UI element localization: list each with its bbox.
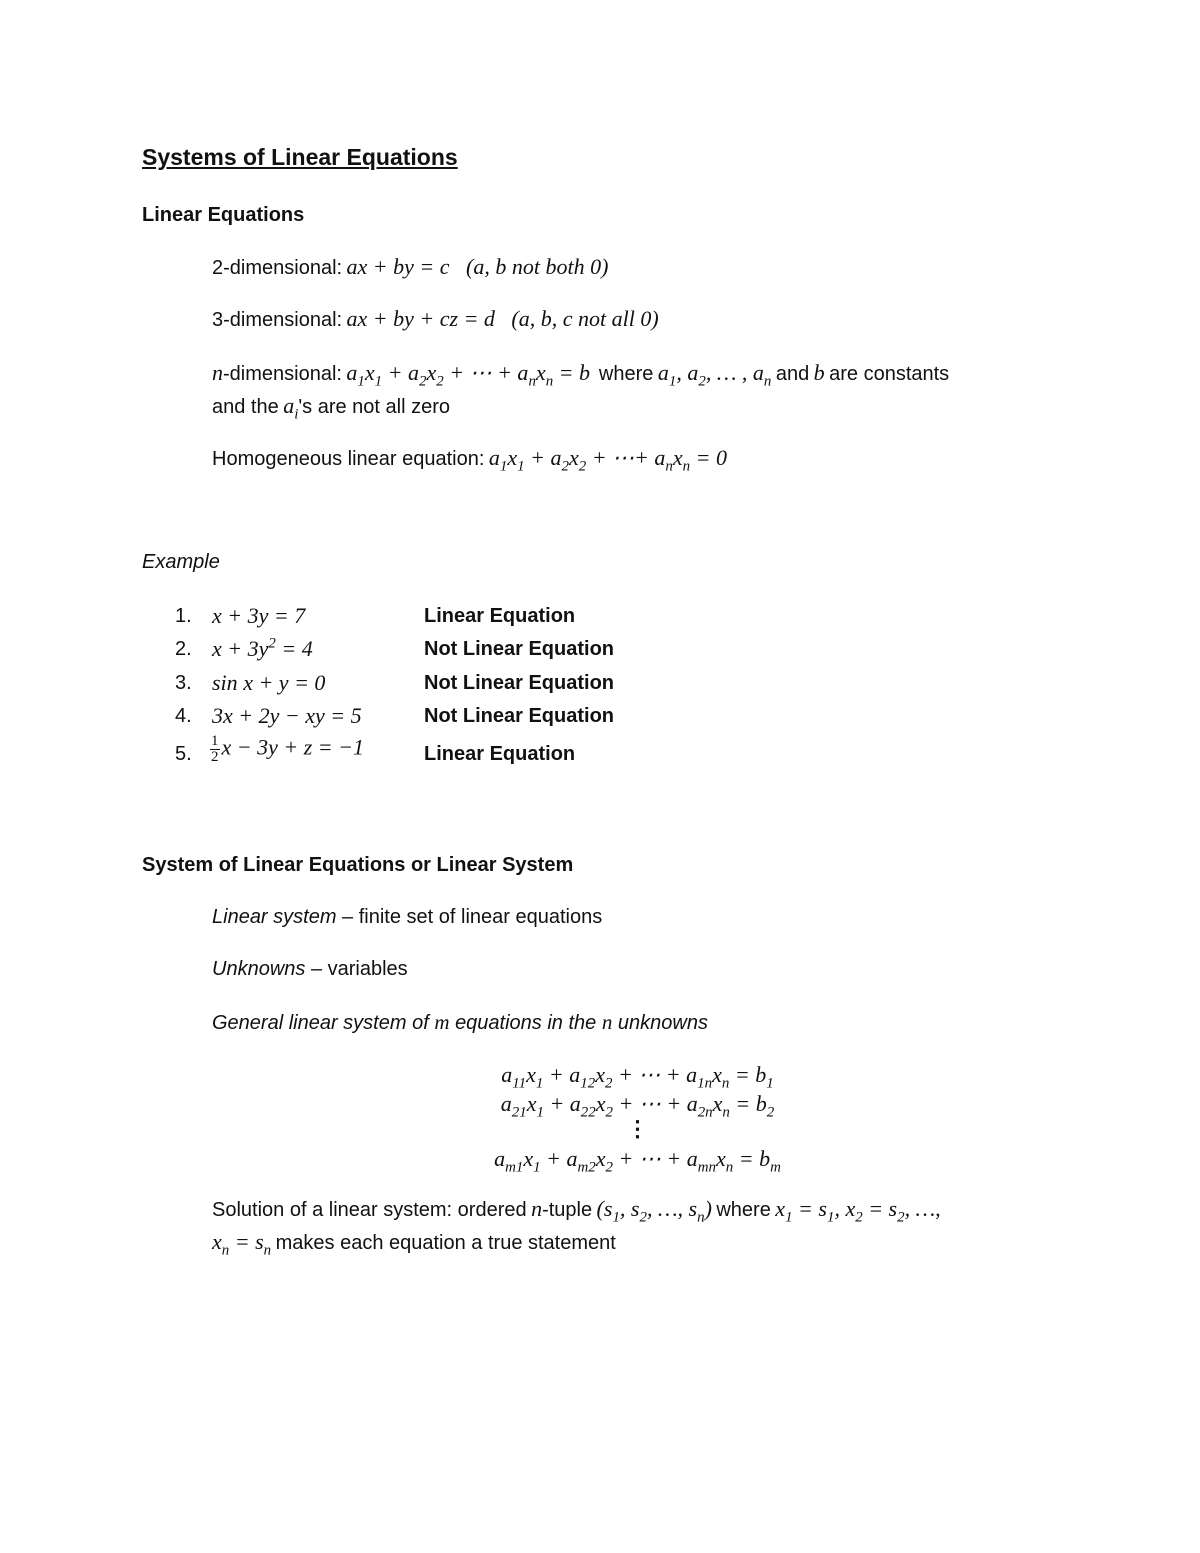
n-dim-equation: $a_1x_1 + a_2x_2$ + ⋯ + $a_nx_n = b$ xyxy=(346,360,591,390)
n-dimensional-line: n-dimensional: $a_1x_1 + a_2x_2$ + ⋯ + $a_nx_n = b$ where $a_1$, $a_2$, … , $a_n$ and b are constants xyxy=(212,360,950,390)
unknowns-definition xyxy=(212,958,408,981)
n-dim-and: and xyxy=(775,363,810,385)
linear-system-definition xyxy=(212,906,602,929)
example-num-3: 3. xyxy=(175,672,192,694)
unknowns-def: – variables xyxy=(305,958,408,980)
n-dim-constants: are constants xyxy=(829,363,950,385)
example-label-5: Linear Equation xyxy=(424,743,576,765)
n-dimensional-line-2: and the $a_i's$ are not all zero xyxy=(212,393,451,423)
homogeneous-label: Homogeneous linear equation: xyxy=(212,448,485,470)
example-label-2: Not Linear Equation xyxy=(424,638,614,660)
three-dim-equation: ax + by + cz = d (a, b, c not all 0) xyxy=(346,306,659,331)
n-dim-where: where xyxy=(598,363,654,385)
system-equation-1: $a_{11}x_1 + a_{12}x_2$ + ⋯ + $a_{1n}x_n = b_1$ xyxy=(501,1062,774,1092)
example-label-4: Not Linear Equation xyxy=(424,705,614,727)
unknowns-term: Unknowns xyxy=(212,958,306,980)
example-num-5: 5. xyxy=(175,743,192,765)
example-equation-4: 3x + 2y − xy = 5 xyxy=(212,703,362,728)
example-heading: Example xyxy=(142,551,220,573)
n-dim-line2-end: 's are not all zero xyxy=(298,396,451,418)
solution-line-1: Solution of a linear system: ordered n-tuple ($s_1$, $s_2$, …, $s_n$) where $x_1 = s_1$, $x_2 = s_2$, …, xyxy=(212,1196,941,1226)
two-dim-label: 2-dimensional: xyxy=(212,257,343,279)
example-num-1: 1. xyxy=(175,605,192,627)
system-equation-m: $a_{m1}x_1 + a_{m2}x_2$ + ⋯ + $a_{mn}x_n = b_m$ xyxy=(494,1146,781,1176)
solution-c: where xyxy=(716,1199,771,1221)
general-c: unknowns xyxy=(617,1012,708,1034)
example-equation-2: $x + 3y^2 = 4$ xyxy=(212,635,313,661)
example-num-4: 4. xyxy=(175,705,192,727)
example-label-3: Not Linear Equation xyxy=(424,672,614,694)
example-num-2: 2. xyxy=(175,638,192,660)
example-equation-5: $\frac{1}{2}$ x − 3y + z = −1 xyxy=(211,733,364,765)
solution-b: -tuple xyxy=(542,1199,593,1221)
solution-line-2: $x_n = s_n$ makes each equation a true statement xyxy=(212,1229,616,1259)
example-equation-1: x + 3y = 7 xyxy=(212,603,306,628)
example-equation-3: sin x + y = 0 xyxy=(212,670,326,695)
three-dimensional-line xyxy=(212,306,659,332)
solution-a: Solution of a linear system: ordered xyxy=(212,1199,527,1221)
solution-d: makes each equation a true statement xyxy=(275,1232,616,1254)
general-b: equations in the xyxy=(455,1012,597,1034)
general-system-caption: General linear system of m equations in the n unknowns xyxy=(212,1010,708,1034)
three-dim-label: 3-dimensional: xyxy=(212,309,343,331)
system-equation-2: $a_{21}x_1 + a_{22}x_2$ + ⋯ + $a_{2n}x_n = b_2$ xyxy=(500,1091,775,1121)
section-heading-linear-equations: Linear Equations xyxy=(142,204,305,226)
section-heading-linear-system: System of Linear Equations or Linear System xyxy=(142,854,574,876)
two-dim-equation: ax + by = c (a, b not both 0) xyxy=(346,254,609,279)
n-dim-line2-start: and the xyxy=(212,396,279,418)
linear-system-def: – finite set of linear equations xyxy=(336,906,603,928)
page-title: Systems of Linear Equations xyxy=(142,144,458,170)
homogeneous-line xyxy=(212,445,727,475)
linear-system-term: Linear system xyxy=(212,906,337,928)
example-label-1: Linear Equation xyxy=(424,605,576,627)
general-a: General linear system of xyxy=(212,1012,429,1034)
two-dimensional-line xyxy=(212,254,608,280)
homogeneous-equation: $a_1x_1 + a_2x_2$ + ⋯+ $a_nx_n = 0$ xyxy=(488,445,727,475)
vertical-ellipsis: ⋮ xyxy=(626,1116,649,1141)
n-dim-label: -dimensional: xyxy=(223,363,342,385)
